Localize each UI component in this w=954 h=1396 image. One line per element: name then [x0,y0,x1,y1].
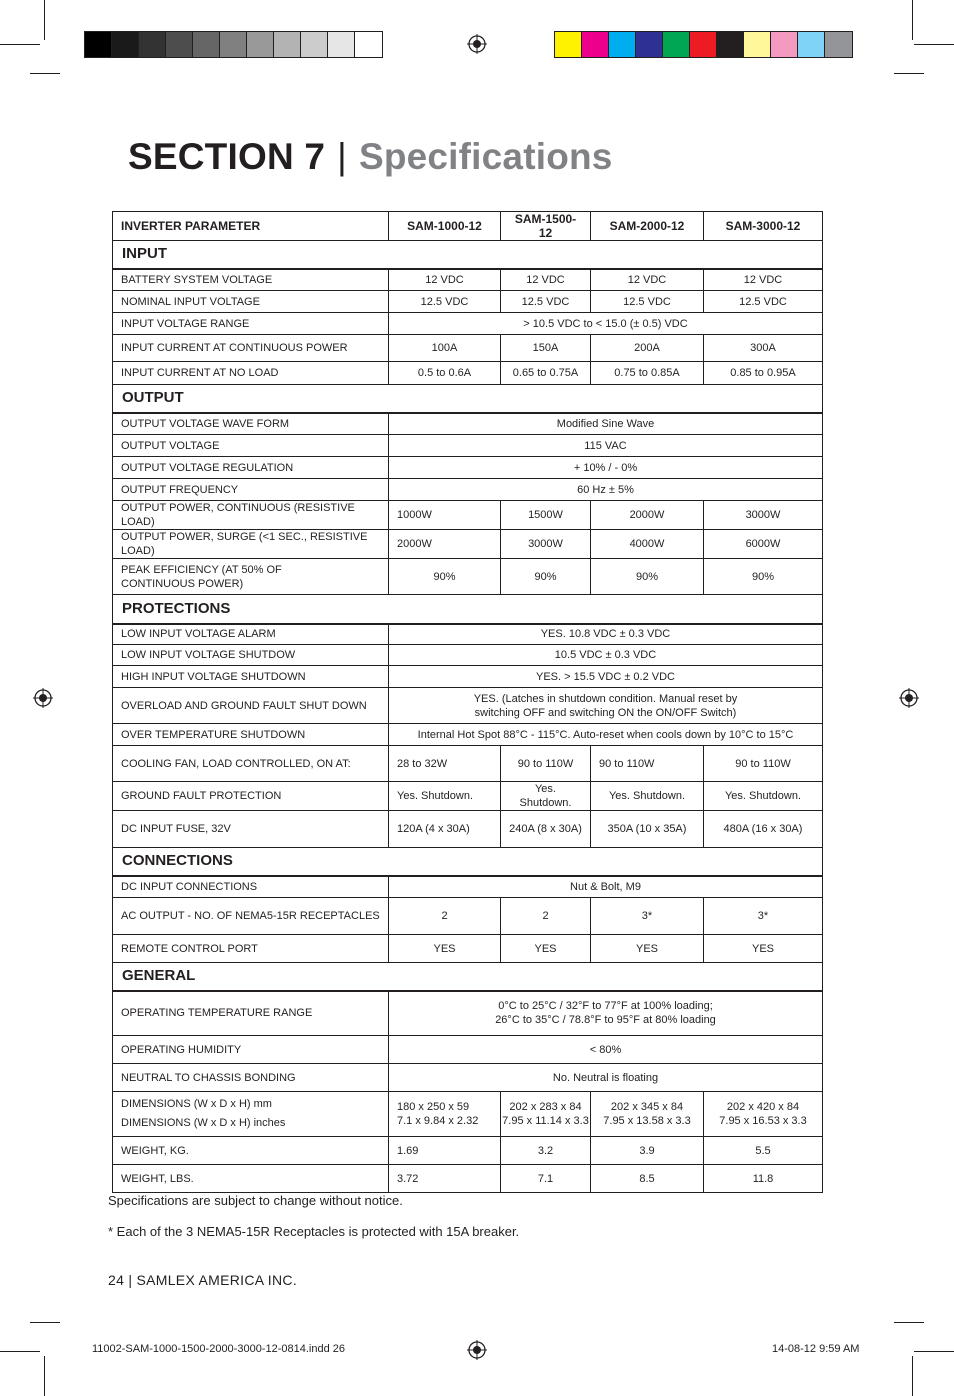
table-cell: YES [389,935,501,963]
parameter-label [113,1092,389,1137]
table-row [113,1137,823,1165]
crop-mark-top-right-v [912,0,913,40]
receptacle-footnote: * Each of the 3 NEMA5-15R Receptacles is protected with 15A breaker. [108,1224,520,1239]
header-model: SAM-2000-12 [591,212,704,241]
table-cell: YES. > 15.5 VDC ± 0.2 VDC [389,666,823,688]
specifications-table [112,211,823,1193]
parameter-label: BATTERY SYSTEM VOLTAGE [113,269,389,291]
parameter-label: OPERATING HUMIDITY [113,1036,389,1064]
color-swatch [112,32,139,57]
table-cell: 90% [501,559,591,595]
color-swatch [274,32,301,57]
table-cell: 12 VDC [501,269,591,291]
table-cell: 240A (8 x 30A) [501,811,591,848]
table-cell: 3.9 [591,1137,704,1165]
table-row [113,1064,823,1092]
table-cell: 90 to 110W [704,746,823,782]
parameter-label: WEIGHT, KG. [113,1137,389,1165]
cell-line: YES. (Latches in shutdown condition. Manual reset by [473,692,738,705]
parameter-label: LOW INPUT VOLTAGE SHUTDOW [113,645,389,666]
cell-line: 7.95 x 16.53 x 3.3 [719,1115,807,1127]
slug-timestamp: 14-08-12 9:59 AM [772,1343,860,1355]
registration-mark-icon [467,1340,487,1360]
parameter-label: OVERLOAD AND GROUND FAULT SHUT DOWN [113,688,389,724]
crop-mark-bottom-right-h [914,1351,954,1352]
table-row [113,1092,823,1137]
table-row [113,291,823,313]
table-cell [389,688,823,724]
parameter-label: AC OUTPUT - NO. OF NEMA5-15R RECEPTACLES [113,898,389,935]
section-heading: GENERAL [113,963,823,991]
table-cell: 1500W [501,501,591,530]
header-model: SAM-1500-12 [501,212,591,241]
table-row [113,645,823,666]
color-swatch [555,32,582,57]
section-heading: OUTPUT [113,385,823,413]
table-cell: 2000W [389,530,501,559]
table-cell: 12.5 VDC [591,291,704,313]
color-swatch [301,32,328,57]
table-row [113,457,823,479]
color-swatch [690,32,717,57]
parameter-label: LOW INPUT VOLTAGE ALARM [113,624,389,645]
table-cell: 3000W [704,501,823,530]
color-swatch [717,32,744,57]
table-cell: 0.85 to 0.95A [704,362,823,385]
cell-line: 26°C to 35°C / 78.8°F to 95°F at 80% loading [495,1014,716,1027]
color-swatch [193,32,220,57]
label-line: DIMENSIONS (W x D x H) inches [121,1117,286,1129]
color-swatch [166,32,193,57]
parameter-label: WEIGHT, LBS. [113,1165,389,1193]
table-cell: 6000W [704,530,823,559]
section-heading: PROTECTIONS [113,595,823,624]
section-heading-row [113,595,823,624]
table-row [113,746,823,782]
table-cell [501,1092,591,1137]
table-cell: 2 [389,898,501,935]
table-row [113,335,823,362]
table-cell: 200A [591,335,704,362]
table-cell: 120A (4 x 30A) [389,811,501,848]
cell-line: 180 x 250 x 59 [397,1101,470,1113]
table-row [113,269,823,291]
crop-mark-top-right-h [914,44,954,45]
table-cell: 1000W [389,501,501,530]
table-cell: 8.5 [591,1165,704,1193]
header-model: SAM-1000-12 [389,212,501,241]
table-cell: 480A (16 x 30A) [704,811,823,848]
change-notice: Specifications are subject to change without notice. [108,1193,403,1208]
table-cell: 60 Hz ± 5% [389,479,823,501]
title-separator: | [337,136,347,177]
color-swatch [247,32,274,57]
table-row [113,530,823,559]
gray-scale-bar [84,31,383,58]
parameter-label: INPUT VOLTAGE RANGE [113,313,389,335]
table-cell [591,1092,704,1137]
section-heading-row [113,241,823,269]
table-row [113,501,823,530]
table-row [113,724,823,746]
table-row [113,479,823,501]
header-parameter: INVERTER PARAMETER [113,212,389,241]
crop-mark-bottom-right-v [912,1356,913,1396]
table-cell: 3000W [501,530,591,559]
table-cell: Yes. Shutdown. [501,782,591,811]
color-swatch [582,32,609,57]
table-cell: 90% [389,559,501,595]
section-heading-row [113,848,823,876]
table-row [113,688,823,724]
table-cell: 12 VDC [704,269,823,291]
table-row [113,435,823,457]
parameter-label: GROUND FAULT PROTECTION [113,782,389,811]
color-swatch [609,32,636,57]
table-cell [704,1092,823,1137]
table-cell: 0.65 to 0.75A [501,362,591,385]
crop-mark-bottom-left-h [0,1351,40,1352]
table-row [113,935,823,963]
registration-mark-icon [33,688,53,708]
cell-line: switching OFF and switching ON the ON/OFF Switch) [474,706,737,719]
parameter-label: OUTPUT FREQUENCY [113,479,389,501]
crop-mark-top-left-h [0,44,40,45]
table-cell: Modified Sine Wave [389,413,823,435]
table-cell: 100A [389,335,501,362]
parameter-label: OVER TEMPERATURE SHUTDOWN [113,724,389,746]
table-cell: 2000W [591,501,704,530]
table-row [113,876,823,898]
section-name: Specifications [358,136,613,177]
parameter-label: COOLING FAN, LOAD CONTROLLED, ON AT: [113,746,389,782]
table-cell: YES [591,935,704,963]
parameter-label: OUTPUT VOLTAGE [113,435,389,457]
parameter-label: OUTPUT POWER, CONTINUOUS (RESISTIVE LOAD) [113,501,389,530]
parameter-label [113,559,389,595]
table-row [113,782,823,811]
table-cell: 5.5 [704,1137,823,1165]
table-cell: 0.5 to 0.6A [389,362,501,385]
table-cell: 115 VAC [389,435,823,457]
parameter-label: REMOTE CONTROL PORT [113,935,389,963]
section-heading-row [113,385,823,413]
parameter-label: DC INPUT CONNECTIONS [113,876,389,898]
table-cell: 90 to 110W [501,746,591,782]
color-bar [554,31,853,58]
table-cell: YES [501,935,591,963]
header-model: SAM-3000-12 [704,212,823,241]
slug-file-name: 11002-SAM-1000-1500-2000-3000-12-0814.indd 26 [92,1343,345,1355]
table-cell: Yes. Shutdown. [591,782,704,811]
color-swatch [771,32,798,57]
crop-mark-top-left-h2 [30,73,60,74]
parameter-label: OPERATING TEMPERATURE RANGE [113,991,389,1036]
color-swatch [663,32,690,57]
color-swatch [328,32,355,57]
page-title [128,136,613,178]
table-row [113,991,823,1036]
cell-line: 0°C to 25°C / 32°F to 77°F at 100% loading; [498,1000,713,1013]
parameter-label: OUTPUT VOLTAGE WAVE FORM [113,413,389,435]
table-cell: 300A [704,335,823,362]
table-row [113,1165,823,1193]
table-cell: 3.72 [389,1165,501,1193]
table-row [113,559,823,595]
cell-line: 202 x 420 x 84 [726,1101,800,1113]
table-cell [389,991,823,1036]
parameter-label: DC INPUT FUSE, 32V [113,811,389,848]
color-swatch [220,32,247,57]
table-cell: Yes. Shutdown. [389,782,501,811]
color-swatch [798,32,825,57]
color-swatch [825,32,852,57]
color-swatch [744,32,771,57]
registration-mark-icon [467,34,487,54]
cell-line: 202 x 283 x 84 [509,1101,582,1113]
table-cell: 90 to 110W [591,746,704,782]
table-cell: 12.5 VDC [389,291,501,313]
crop-mark-bottom-left-h2 [30,1322,60,1323]
registration-mark-icon [899,688,919,708]
table-cell: 3* [591,898,704,935]
table-cell: 4000W [591,530,704,559]
parameter-label: NOMINAL INPUT VOLTAGE [113,291,389,313]
crop-mark-bottom-left-v [44,1356,45,1396]
table-cell: 12.5 VDC [501,291,591,313]
color-swatch [636,32,663,57]
table-cell: YES. 10.8 VDC ± 0.3 VDC [389,624,823,645]
table-row [113,811,823,848]
page-footer: 24 | SAMLEX AMERICA INC. [108,1272,298,1288]
table-cell: Yes. Shutdown. [704,782,823,811]
parameter-label: NEUTRAL TO CHASSIS BONDING [113,1064,389,1092]
table-cell: < 80% [389,1036,823,1064]
cell-line: 202 x 345 x 84 [610,1101,684,1113]
table-cell: No. Neutral is floating [389,1064,823,1092]
table-row [113,1036,823,1064]
section-number: SECTION 7 [128,136,326,177]
parameter-label: OUTPUT POWER, SURGE (<1 SEC., RESISTIVE LOAD) [113,530,389,559]
table-row [113,898,823,935]
crop-mark-top-right-h2 [894,73,924,74]
label-line: CONTINUOUS POWER) [121,577,244,590]
section-heading: CONNECTIONS [113,848,823,876]
cell-line: 7.1 x 9.84 x 2.32 [397,1115,479,1127]
table-cell: 3* [704,898,823,935]
parameter-label: OUTPUT VOLTAGE REGULATION [113,457,389,479]
table-cell: 11.8 [704,1165,823,1193]
table-row [113,666,823,688]
parameter-label: INPUT CURRENT AT NO LOAD [113,362,389,385]
table-cell: 90% [704,559,823,595]
table-cell: 12 VDC [389,269,501,291]
table-cell: + 10% / - 0% [389,457,823,479]
cell-line: 7.95 x 11.14 x 3.3 [502,1115,589,1127]
color-swatch [139,32,166,57]
table-cell: 1.69 [389,1137,501,1165]
color-swatch [85,32,112,57]
table-cell: Nut & Bolt, M9 [389,876,823,898]
cell-line: 7.95 x 13.58 x 3.3 [603,1115,691,1127]
table-cell: YES [704,935,823,963]
table-cell: 10.5 VDC ± 0.3 VDC [389,645,823,666]
table-cell: 28 to 32W [389,746,501,782]
label-line: PEAK EFFICIENCY (AT 50% OF [121,563,282,576]
parameter-label: INPUT CURRENT AT CONTINUOUS POWER [113,335,389,362]
crop-mark-bottom-right-h2 [894,1322,924,1323]
color-swatch [355,32,382,57]
section-heading-row [113,963,823,991]
table-row [113,362,823,385]
table-cell: 150A [501,335,591,362]
parameter-label: HIGH INPUT VOLTAGE SHUTDOWN [113,666,389,688]
table-header-row [113,212,823,241]
table-cell: Internal Hot Spot 88°C - 115°C. Auto-reset when cools down by 10°C to 15°C [389,724,823,746]
table-cell: 3.2 [501,1137,591,1165]
label-line: DIMENSIONS (W x D x H) mm [121,1098,272,1110]
table-row [113,313,823,335]
table-cell: 0.75 to 0.85A [591,362,704,385]
table-cell: 12.5 VDC [704,291,823,313]
section-heading: INPUT [113,241,823,269]
table-cell: 2 [501,898,591,935]
table-row [113,413,823,435]
table-cell: 90% [591,559,704,595]
table-cell [389,1092,501,1137]
table-cell: 350A (10 x 35A) [591,811,704,848]
table-cell: 7.1 [501,1165,591,1193]
table-row [113,624,823,645]
table-cell: > 10.5 VDC to < 15.0 (± 0.5) VDC [389,313,823,335]
crop-mark-top-left-v [44,0,45,40]
table-cell: 12 VDC [591,269,704,291]
